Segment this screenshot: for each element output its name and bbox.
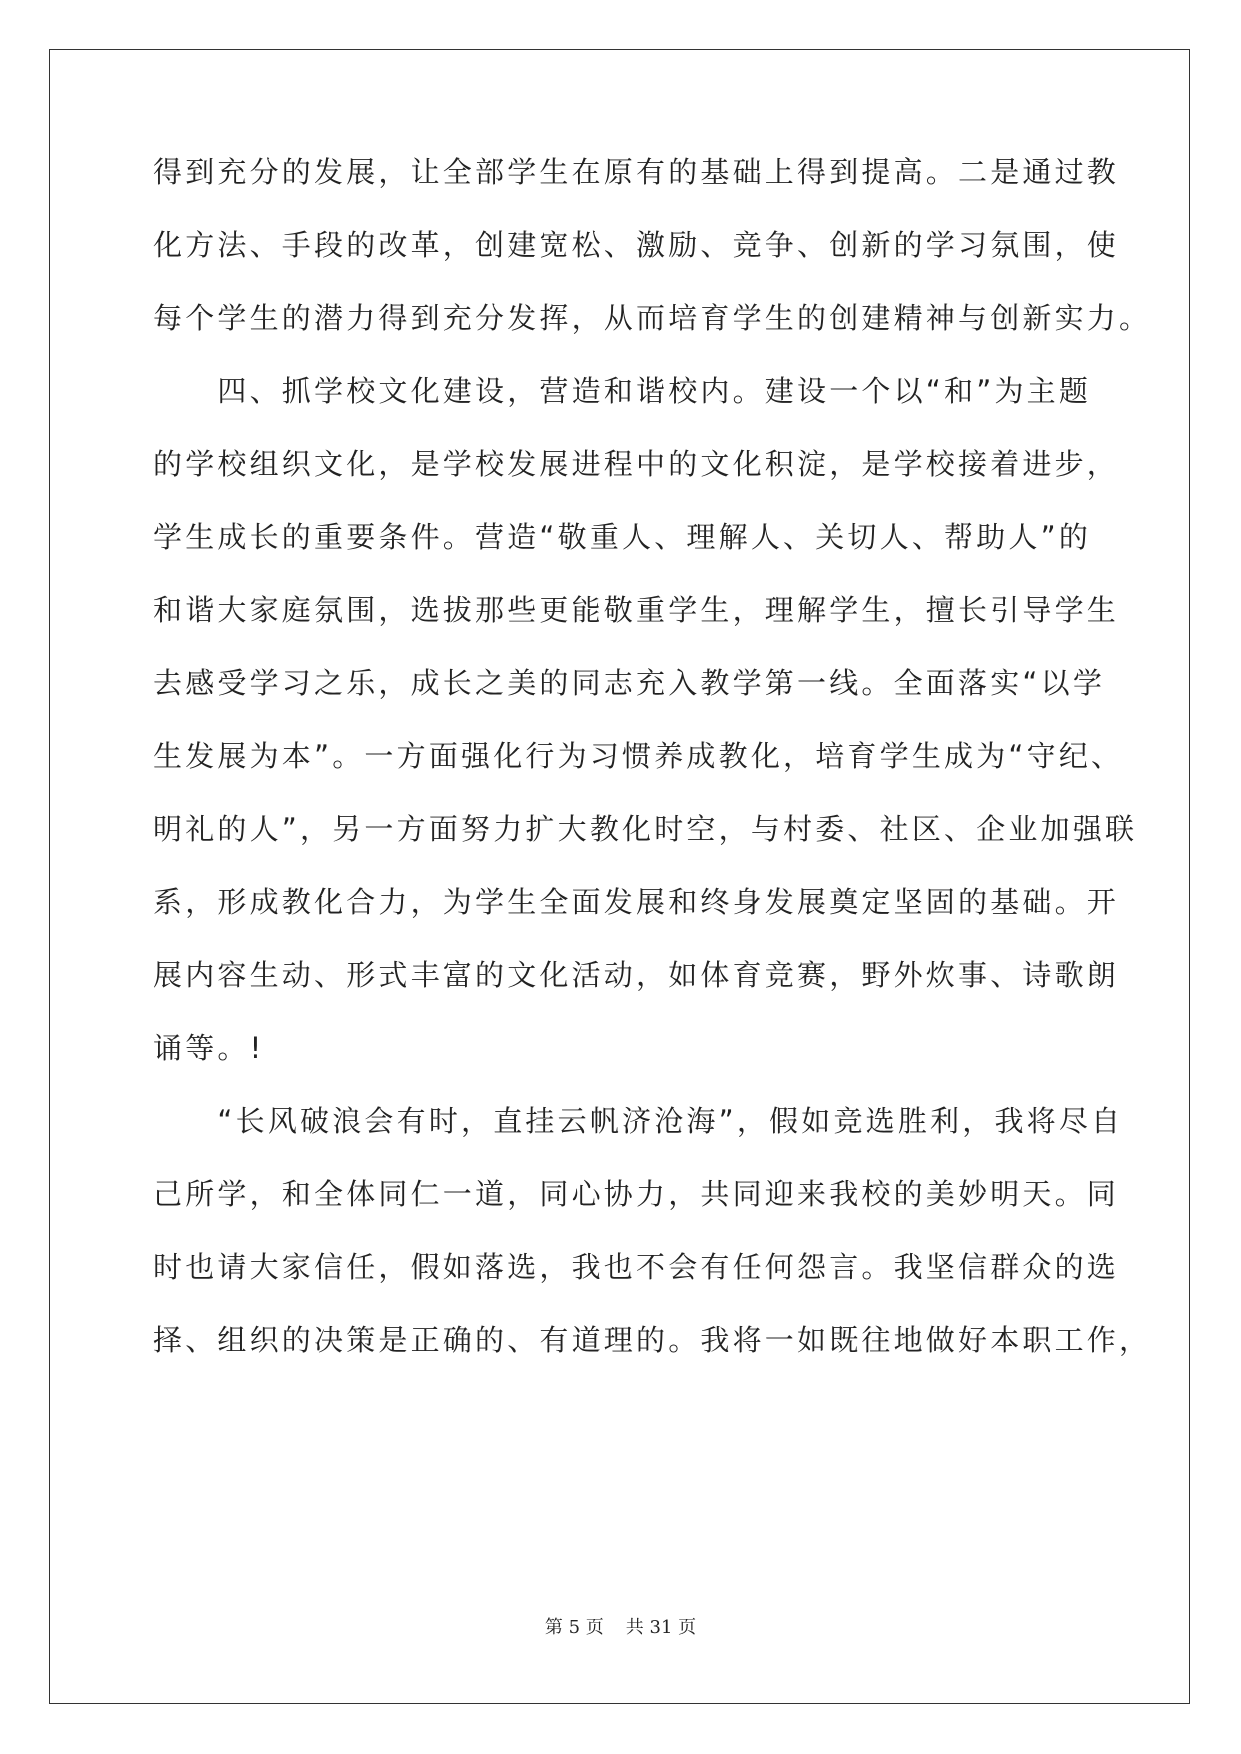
text-line-10: 明礼的人”，另一方面努力扩大教化时空，与村委、社区、企业加强联 <box>153 812 1138 846</box>
page-total: 共 31 页 <box>625 1617 697 1638</box>
text-line-9: 生发展为本”。一方面强化行为习惯养成教化，培育学生成为“守纪、 <box>153 739 1124 773</box>
text-line-17: 择、组织的决策是正确的、有道理的。我将一如既往地做好本职工作， <box>153 1323 1152 1357</box>
text-line-16: 时也请大家信任，假如落选，我也不会有任何怨言。我坚信群众的选 <box>153 1250 1120 1284</box>
text-line-6: 学生成长的重要条件。营造“敬重人、理解人、关切人、帮助人”的 <box>153 520 1092 554</box>
text-line-3: 每个学生的潜力得到充分发挥，从而培育学生的创建精神与创新实力。 <box>153 301 1152 335</box>
page-number: 第 5 页 <box>544 1617 604 1638</box>
text-line-11: 系，形成教化合力，为学生全面发展和终身发展奠定坚固的基础。开 <box>153 885 1120 919</box>
text-line-12: 展内容生动、形式丰富的文化活动，如体育竞赛，野外炊事、诗歌朗 <box>153 958 1120 992</box>
text-line-13: 诵等。! <box>153 1031 265 1065</box>
text-line-4: 四、抓学校文化建设，营造和谐校内。建设一个以“和”为主题 <box>153 374 1092 408</box>
text-line-14: “长风破浪会有时，直挂云帆济沧海”，假如竞选胜利，我将尽自 <box>153 1104 1124 1138</box>
page-footer <box>0 1613 1241 1639</box>
text-line-1: 得到充分的发展，让全部学生在原有的基础上得到提高。二是通过教 <box>153 155 1120 189</box>
text-line-15: 己所学，和全体同仁一道，同心协力，共同迎来我校的美妙明天。同 <box>153 1177 1120 1211</box>
text-line-8: 去感受学习之乐，成长之美的同志充入教学第一线。全面落实“以学 <box>153 666 1106 700</box>
text-line-2: 化方法、手段的改革，创建宽松、激励、竞争、创新的学习氛围，使 <box>153 228 1120 262</box>
text-line-7: 和谐大家庭氛围，选拔那些更能敬重学生，理解学生，擅长引导学生 <box>153 593 1120 627</box>
text-line-5: 的学校组织文化，是学校发展进程中的文化积淀，是学校接着进步， <box>153 447 1120 481</box>
